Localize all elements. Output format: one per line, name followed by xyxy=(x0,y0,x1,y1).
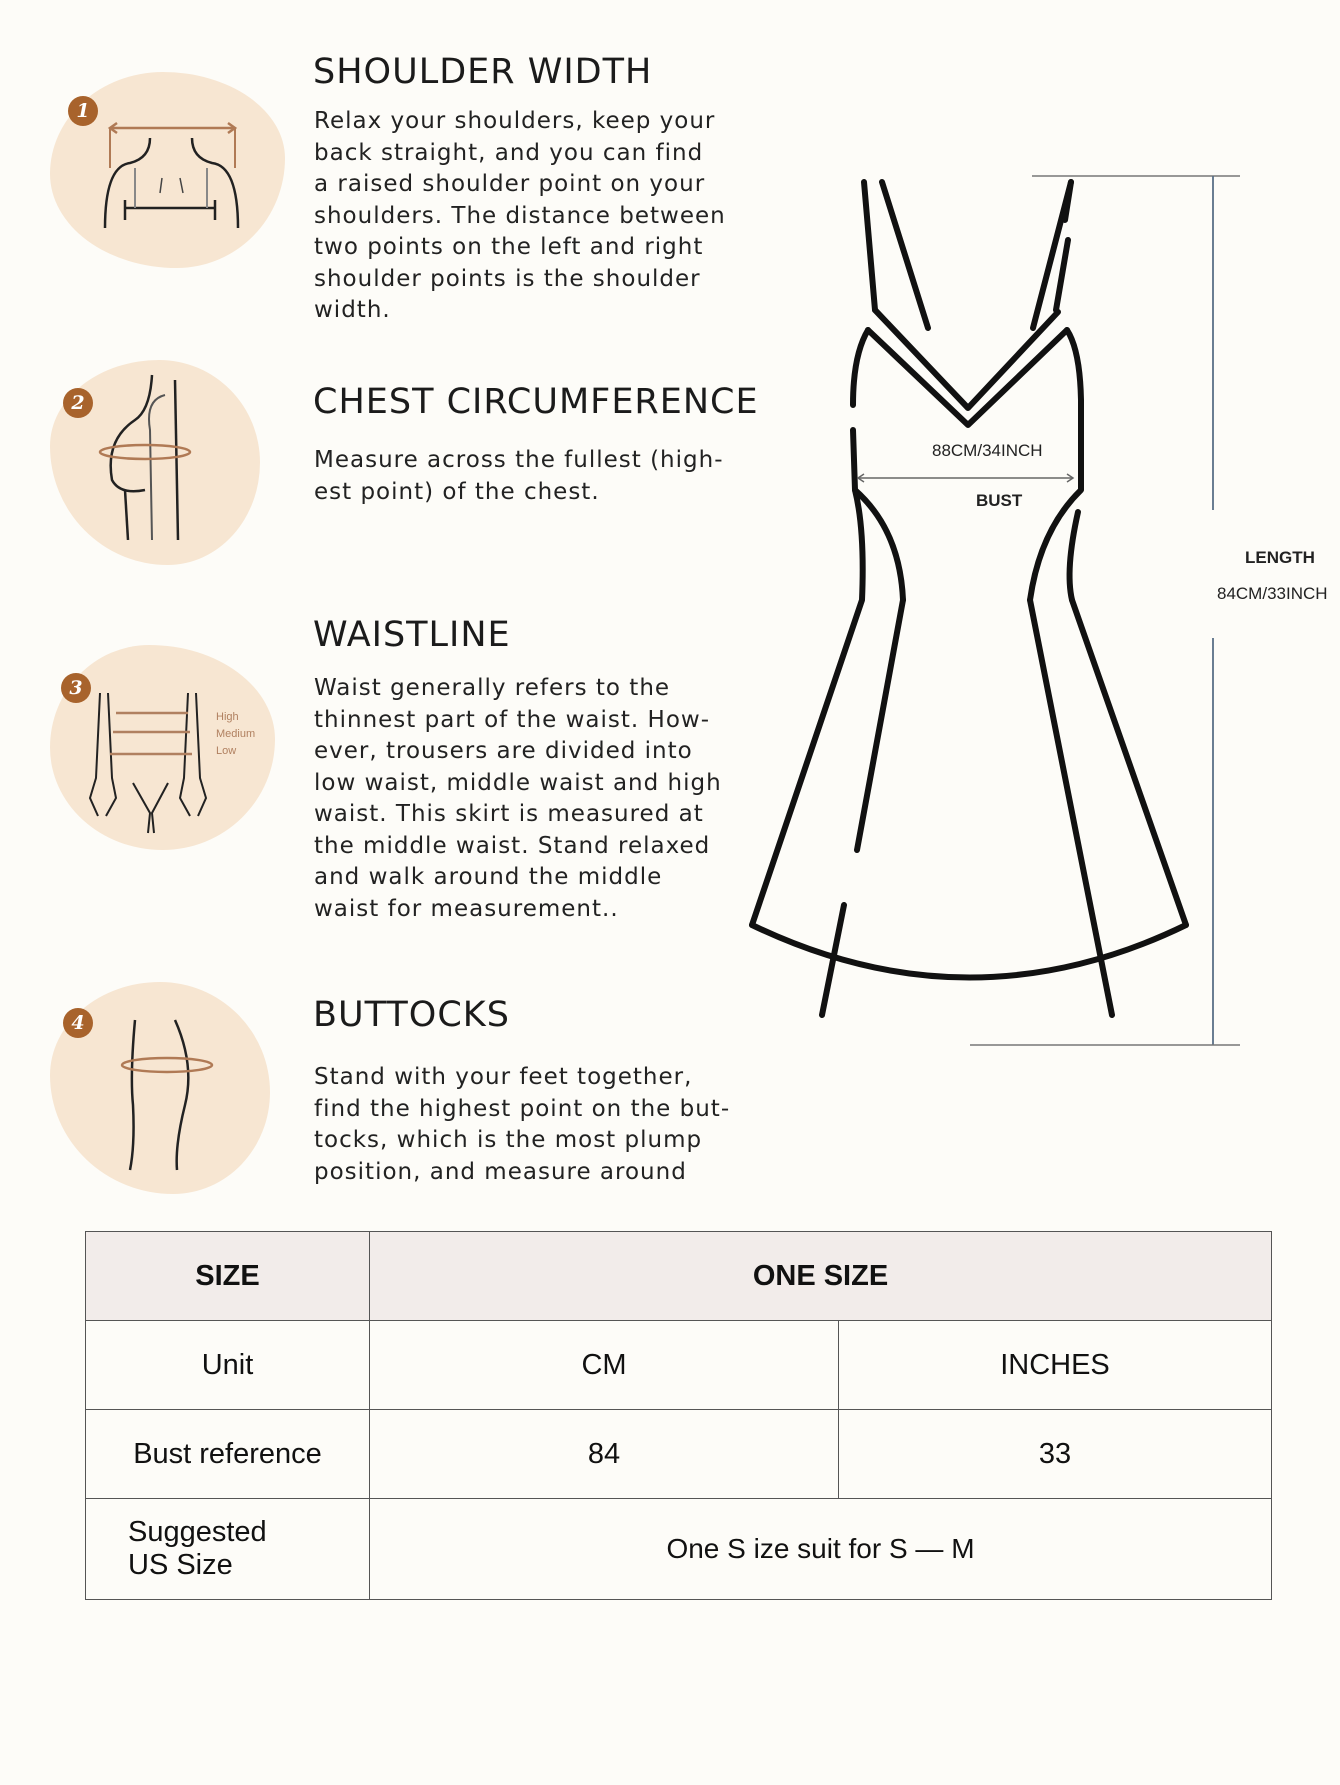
header-size: SIZE xyxy=(86,1232,370,1321)
description-line: est point) of the chest. xyxy=(314,478,600,505)
description-line: shoulder points is the shoulder xyxy=(314,265,701,292)
step-number-badge: 2 xyxy=(63,388,93,418)
size-chart-table xyxy=(85,1231,1272,1600)
description-line: ever, trousers are divided into xyxy=(314,738,693,764)
section-title: BUTTOCKS xyxy=(313,995,510,1035)
section-title: SHOULDER WIDTH xyxy=(313,52,653,92)
row-label-unit: Unit xyxy=(86,1321,370,1410)
shoulder-measure-icon xyxy=(95,118,245,233)
description-line: waist. This skirt is measured at xyxy=(314,801,704,827)
section-description xyxy=(314,673,774,925)
label-line: Suggested xyxy=(128,1516,267,1548)
description-line: back straight, and you can find xyxy=(314,139,704,166)
description-line: position, and measure around xyxy=(314,1158,687,1185)
cell-bust-cm: 84 xyxy=(370,1410,839,1499)
description-line: find the highest point on the but- xyxy=(314,1095,731,1122)
table-row xyxy=(86,1321,1272,1410)
description-line: the middle waist. Stand relaxed xyxy=(314,832,711,859)
description-line: Waist generally refers to the xyxy=(314,675,671,701)
cell-unit-inches: INCHES xyxy=(839,1321,1272,1410)
description-line: Relax your shoulders, keep your xyxy=(314,108,716,134)
chest-measure-icon xyxy=(90,370,210,540)
description-line: Measure across the fullest (high- xyxy=(314,447,724,473)
step-number-badge: 1 xyxy=(68,96,98,126)
section-title: CHEST CIRCUMFERENCE xyxy=(313,382,759,422)
bust-label: BUST xyxy=(976,491,1023,510)
section-description xyxy=(314,445,774,508)
description-line: Stand with your feet together, xyxy=(314,1064,693,1090)
cell-suggested-size: One S ize suit for S — M xyxy=(370,1499,1272,1600)
section-description xyxy=(314,1062,774,1188)
description-line: thinnest part of the waist. How- xyxy=(314,706,711,733)
waist-label-high: High xyxy=(216,711,239,723)
description-line: width. xyxy=(314,297,391,323)
label-line: US Size xyxy=(128,1549,233,1581)
waist-label-low: Low xyxy=(216,745,237,757)
section-description xyxy=(314,106,774,327)
waist-label-medium: Medium xyxy=(216,728,256,740)
hip-measure-icon xyxy=(115,1015,225,1175)
description-line: low waist, middle waist and high xyxy=(314,769,722,796)
header-one-size: ONE SIZE xyxy=(370,1232,1272,1321)
length-label: LENGTH xyxy=(1245,548,1315,567)
row-label-suggested-us-size xyxy=(86,1499,370,1600)
table-row xyxy=(86,1410,1272,1499)
bust-measurement-value: 88CM/34INCH xyxy=(932,441,1043,460)
step-number-badge: 3 xyxy=(61,673,91,703)
step-number-badge: 4 xyxy=(63,1008,93,1038)
cell-bust-inches: 33 xyxy=(839,1410,1272,1499)
table-row xyxy=(86,1499,1272,1600)
description-line: waist for measurement.. xyxy=(314,895,619,922)
section-title: WAISTLINE xyxy=(313,615,511,655)
description-line: two points on the left and right xyxy=(314,234,704,260)
description-line: shoulders. The distance between xyxy=(314,202,726,229)
description-line: tocks, which is the most plump xyxy=(314,1127,703,1153)
cell-unit-cm: CM xyxy=(370,1321,839,1410)
length-measurement-value: 84CM/33INCH xyxy=(1217,584,1328,603)
waist-measure-icon xyxy=(88,688,268,838)
description-line: a raised shoulder point on your xyxy=(314,171,706,197)
table-header-row xyxy=(86,1232,1272,1321)
description-line: and walk around the middle xyxy=(314,864,663,890)
row-label-bust: Bust reference xyxy=(86,1410,370,1499)
